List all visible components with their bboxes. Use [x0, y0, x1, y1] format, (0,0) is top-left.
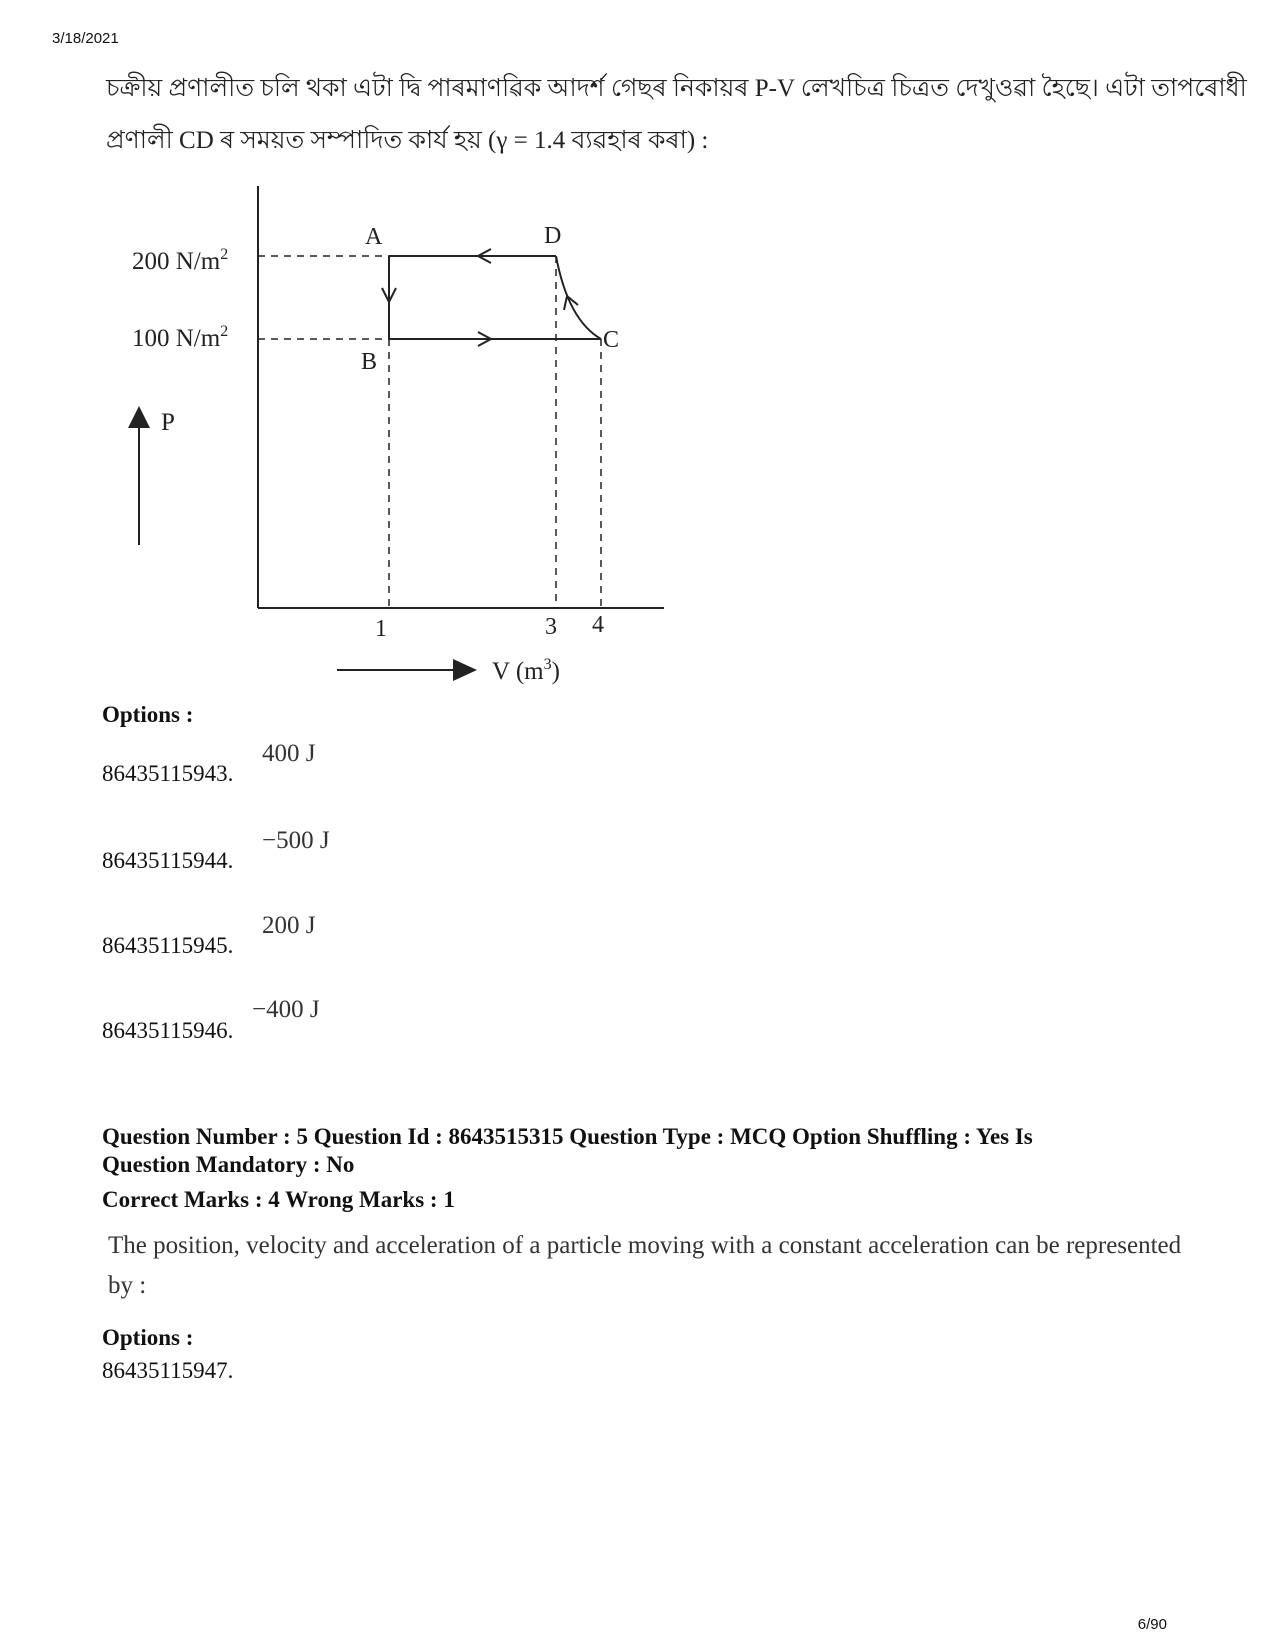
print-date: 3/18/2021: [52, 30, 119, 47]
option-value: −500 J: [262, 827, 330, 854]
question-5-text: The position, velocity and acceleration of a particle moving with a constant acceleration can be represented by :: [108, 1232, 1182, 1299]
x-tick-3: 3: [545, 614, 557, 640]
y-tick-200: 200 $N/m^2$: [132, 246, 229, 275]
question-4-text-line-1: চক্ৰীয় প্ৰণালীত চলি থকা এটা দ্বি পাৰমাণৱিক আদৰ্শ গেছৰ নিকায়ৰ P-V লেখচিত্ৰ চিত্ৰত দেখুওৱা হৈছে। এটা তাপৰোধী: [106, 75, 1247, 102]
option-value: 200 J: [262, 912, 316, 939]
path-c-to-d-adiabatic: [556, 256, 601, 339]
p-axis-label: P: [161, 409, 175, 436]
option-id: 86435115945.: [102, 933, 234, 958]
question-5-marks: Correct Marks : 4 Wrong Marks : 1: [102, 1187, 455, 1212]
page-number: 6/90: [1137, 1616, 1167, 1633]
x-tick-4: 4: [592, 612, 604, 638]
label-point-a: A: [365, 224, 383, 250]
v-axis-label: V $(m^3)$: [492, 656, 560, 685]
option-id: 86435115943.: [102, 761, 234, 786]
label-point-c: C: [603, 327, 620, 353]
options-label: Options :: [102, 1325, 194, 1350]
option-id: 86435115946.: [102, 1018, 234, 1043]
p-arrow-head-icon: [128, 406, 150, 428]
question-5-meta-line-2: Question Mandatory : No: [102, 1152, 355, 1177]
option-value: 400 J: [262, 740, 316, 767]
question-4-text-line-2: প্ৰণালী CD ৰ সময়ত সম্পাদিত কাৰ্য হয় (γ = 1.4 ব্যৱহাৰ কৰা) :: [106, 127, 709, 154]
question-5-meta-line-1: Question Number : 5 Question Id : 8643515315 Question Type : MCQ Option Shuffling : Yes Is: [102, 1124, 1033, 1149]
option-value: −400 J: [252, 996, 320, 1023]
label-point-d: D: [544, 223, 562, 249]
option-id: 86435115947.: [102, 1358, 234, 1383]
x-tick-1: 1: [375, 616, 387, 642]
option-id: 86435115944.: [102, 848, 234, 873]
options-label: Options :: [102, 702, 194, 727]
label-point-b: B: [361, 349, 378, 375]
v-arrow-head-icon: [453, 659, 477, 681]
y-tick-100: 100 $N/m^2$: [132, 323, 229, 352]
